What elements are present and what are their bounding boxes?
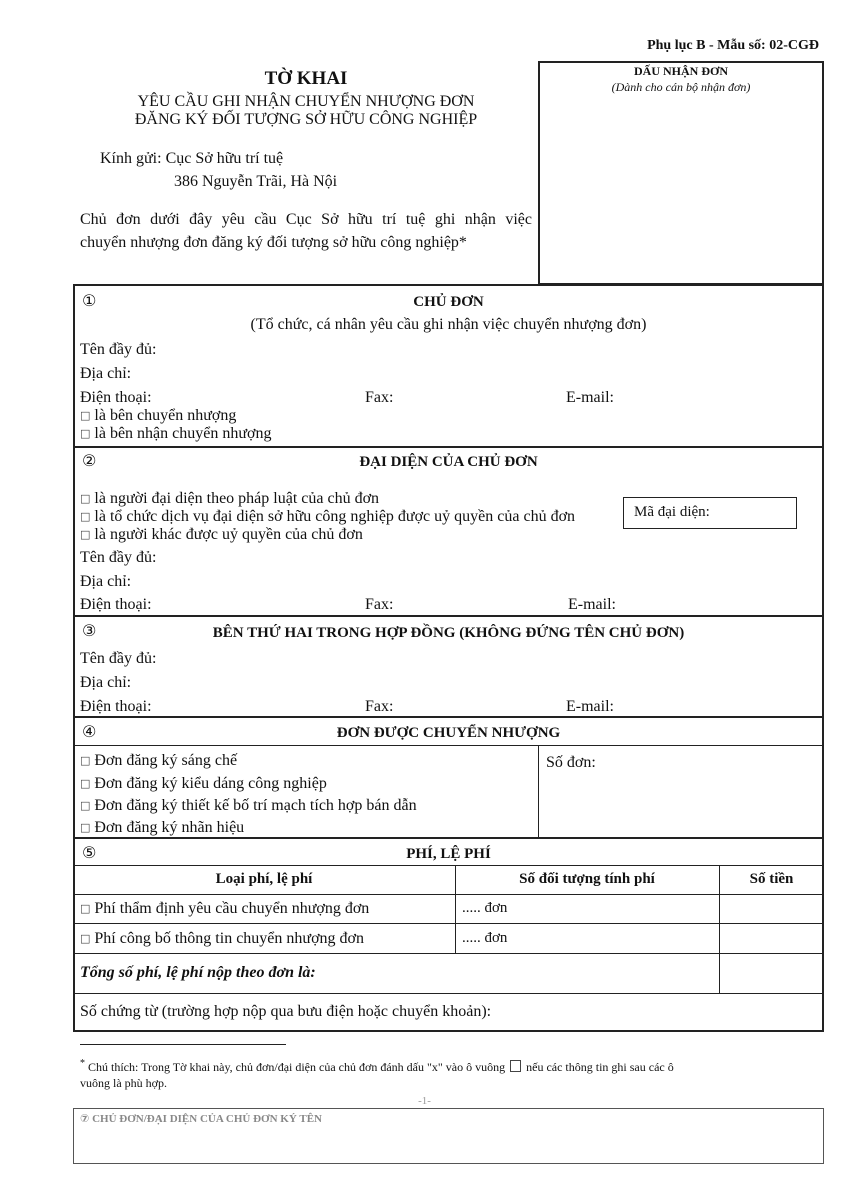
s2-address-label: Địa chỉ: (80, 573, 132, 590)
footnote (80, 1056, 800, 1091)
s4-column-divider (538, 745, 539, 837)
section-1-subtitle: (Tổ chức, cá nhân yêu cầu ghi nhận việc chuyển nhượng đơn) (250, 316, 647, 333)
fee-total-label: Tổng số phí, lệ phí nộp theo đơn là: (80, 964, 316, 981)
section-5-title: PHÍ, LỆ PHÍ (406, 846, 491, 862)
s1-full-name-label: Tên đầy đủ: (80, 341, 157, 358)
section-1-title: CHỦ ĐƠN (413, 294, 484, 310)
s4-app-number-label: Số đơn: (546, 754, 596, 771)
s2-phone-label: Điện thoại: (80, 596, 152, 613)
s2-fax-label: Fax: (365, 596, 394, 613)
form-frame (73, 284, 824, 1032)
divider-5 (73, 837, 824, 839)
s3-email-label: E-mail: (566, 698, 614, 715)
rep-code-label: Mã đại diện: (634, 504, 710, 520)
s1-fax-label: Fax: (365, 389, 394, 406)
s1-email-label: E-mail: (566, 389, 614, 406)
fee-header-divider (73, 894, 824, 895)
s2-option-ip-agency[interactable]: □ là tổ chức dịch vụ đại diện sở hữu công nghiệp được uỷ quyền của chủ đơn (80, 508, 575, 526)
section-3-title: BÊN THỨ HAI TRONG HỢP ĐỒNG (KHÔNG ĐỨNG TÊN CHỦ ĐƠN) (212, 625, 685, 641)
s1-option-transferor[interactable]: □ là bên chuyển nhượng (80, 407, 236, 425)
fee-row-1-type[interactable]: □ Phí thẩm định yêu cầu chuyển nhượng đơn (80, 900, 369, 918)
form-subtitle-2: ĐĂNG KÝ ĐỐI TƯỢNG SỞ HỮU CÔNG NGHIỆP (134, 111, 478, 128)
divider-3 (73, 615, 824, 617)
footnote-mark: * (80, 1058, 85, 1069)
recipient-line-1: Kính gửi: Cục Sở hữu trí tuệ (100, 150, 284, 167)
fee-row-1-divider (73, 923, 824, 924)
s2-option-legal-rep[interactable]: □ là người đại diện theo pháp luật của chủ đơn (80, 490, 379, 508)
fee-receipt-label: Số chứng từ (trường hợp nộp qua bưu điện hoặc chuyển khoản): (80, 1003, 492, 1020)
s3-phone-label: Điện thoại: (80, 698, 152, 715)
section-1-number: ① (82, 291, 97, 310)
page-number: -1- (418, 1095, 431, 1107)
stamp-title: DẤU NHẬN ĐƠN (634, 64, 728, 78)
s4-header-divider (73, 745, 824, 746)
s2-option-other[interactable]: □ là người khác được uỷ quyền của chủ đơn (80, 526, 363, 544)
s3-fax-label: Fax: (365, 698, 394, 715)
section-3-number: ③ (82, 621, 97, 640)
stamp-note: (Dành cho cán bộ nhận đơn) (611, 80, 751, 94)
s4-option-industrial-design[interactable]: □ Đơn đăng ký kiểu dáng công nghiệp (80, 775, 327, 793)
intro-line-2: chuyển nhượng đơn đăng ký đối tượng sở hữu công nghiệp* (80, 234, 467, 251)
form-title: TỜ KHAI (264, 68, 348, 89)
intro-line-1: Chủ đơn dưới đây yêu cầu Cục Sở hữu trí tuệ ghi nhận việc (80, 211, 532, 228)
form-subtitle-1: YÊU CẦU GHI NHẬN CHUYỂN NHƯỢNG ĐƠN (137, 93, 475, 110)
form-code: Phụ lục B - Mẫu số: 02-CGĐ (647, 38, 819, 53)
section-5-number: ⑤ (82, 843, 97, 862)
divider-2 (73, 446, 824, 448)
s1-address-label: Địa chỉ: (80, 365, 132, 382)
s2-email-label: E-mail: (568, 596, 616, 613)
section-4-number: ④ (82, 722, 97, 741)
fee-row-2-type[interactable]: □ Phí công bố thông tin chuyển nhượng đơn (80, 930, 364, 948)
s4-option-patent[interactable]: □ Đơn đăng ký sáng chế (80, 752, 237, 770)
fee-table-top (73, 865, 824, 866)
s4-option-circuit-layout[interactable]: □ Đơn đăng ký thiết kế bố trí mạch tích hợp bán dẫn (80, 797, 417, 815)
section-4-title: ĐƠN ĐƯỢC CHUYỂN NHƯỢNG (336, 725, 561, 741)
divider-4 (73, 716, 824, 718)
s3-address-label: Địa chỉ: (80, 674, 132, 691)
s2-full-name-label: Tên đầy đủ: (80, 549, 157, 566)
footnote-text-1: Chú thích: Trong Tờ khai này, chủ đơn/đại diện của chủ đơn đánh dấu "x" vào ô vuông (88, 1060, 506, 1074)
fee-row-1-count: ..... đơn (462, 900, 508, 916)
s1-phone-label: Điện thoại: (80, 389, 152, 406)
recipient-line-2: 386 Nguyễn Trãi, Hà Nội (174, 173, 338, 190)
section-7-heading (80, 1112, 322, 1125)
fee-total-divider (73, 993, 824, 994)
fee-row-2-divider (73, 953, 824, 954)
fee-col-type-header: Loại phí, lệ phí (215, 871, 313, 887)
s3-full-name-label: Tên đầy đủ: (80, 650, 157, 667)
footnote-text-2: nếu các thông tin ghi sau các ô (526, 1060, 674, 1074)
footnote-text-3: vuông là phù hợp. (80, 1076, 168, 1090)
s4-option-trademark[interactable]: □ Đơn đăng ký nhãn hiệu (80, 819, 244, 837)
fee-row-2-count: ..... đơn (462, 930, 508, 946)
section-7-title: CHỦ ĐƠN/ĐẠI DIỆN CỦA CHỦ ĐƠN KÝ TÊN (92, 1113, 322, 1125)
section-7-number: ⑦ (80, 1112, 90, 1125)
checkbox-icon (510, 1060, 521, 1072)
footnote-rule (80, 1044, 286, 1045)
fee-col-amount-header: Số tiền (749, 871, 794, 887)
section-2-number: ② (82, 451, 97, 470)
section-2-title: ĐẠI DIỆN CỦA CHỦ ĐƠN (359, 454, 538, 470)
fee-col-count-header: Số đối tượng tính phí (519, 871, 655, 887)
s1-option-transferee[interactable]: □ là bên nhận chuyển nhượng (80, 425, 272, 443)
